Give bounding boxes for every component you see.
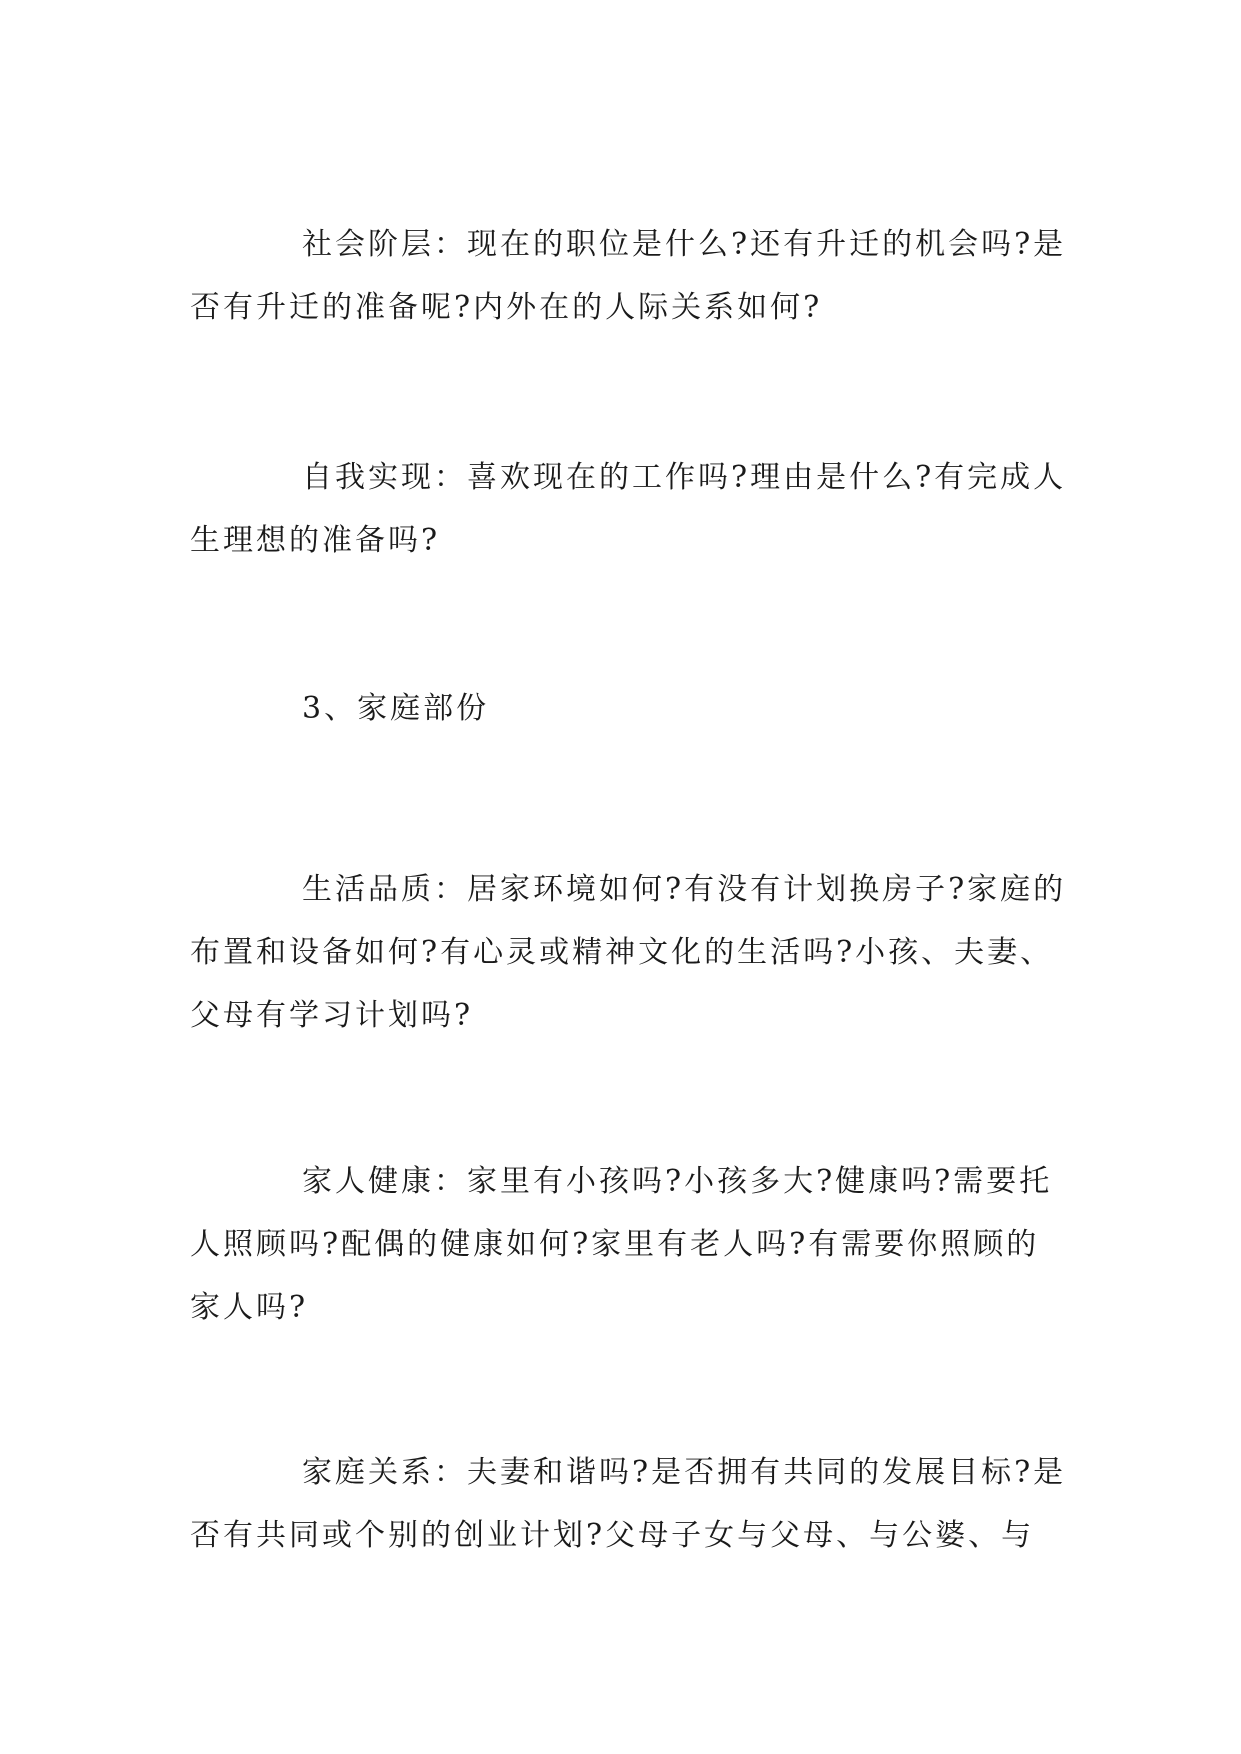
section-heading-family: 3、家庭部份: [302, 691, 490, 726]
paragraph-family-health: 家人健康：家里有小孩吗?小孩多大?健康吗?需要托人照顾吗?配偶的健康如何?家里有老人吗?有需要你照顾的家人吗?: [190, 1164, 1053, 1325]
paragraph-social-class: 社会阶层：现在的职位是什么?还有升迁的机会吗?是否有升迁的准备呢?内外在的人际关系如何?: [190, 227, 1067, 325]
paragraph-self-realization: 自我实现：喜欢现在的工作吗?理由是什么?有完成人生理想的准备吗?: [190, 460, 1067, 558]
paragraph-family-relations: 家庭关系：夫妻和谐吗?是否拥有共同的发展目标?是否有共同或个别的创业计划?父母子女与父母、与公婆、与: [190, 1455, 1067, 1553]
paragraph-life-quality: 生活品质：居家环境如何?有没有计划换房子?家庭的布置和设备如何?有心灵或精神文化的生活吗?小孩、夫妻、父母有学习计划吗?: [190, 872, 1067, 1033]
